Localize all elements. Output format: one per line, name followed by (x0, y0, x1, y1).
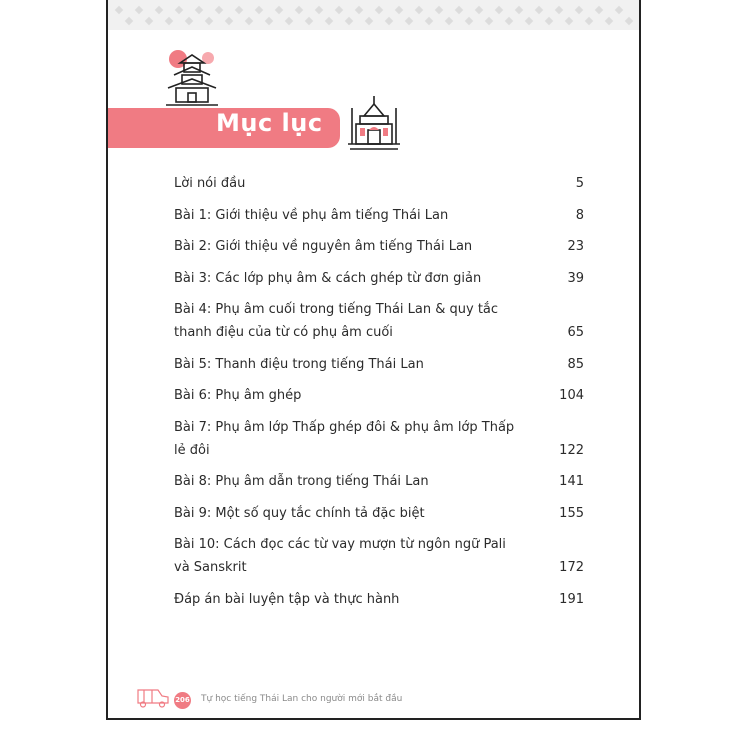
pattern-dot (555, 6, 563, 14)
pagoda-icon (160, 45, 224, 115)
toc-entry (174, 470, 584, 493)
toc-entry-title: Bài 7: Phụ âm lớp Thấp ghép đôi & phụ âm lớp Thấp lẻ đôi (174, 419, 515, 458)
toc-entry-title: Bài 9: Một số quy tắc chính tả đặc biệt (174, 505, 425, 521)
pattern-dot (275, 6, 283, 14)
toc-entry-page: 8 (575, 207, 584, 223)
toc-entry-title: Bài 5: Thanh điệu trong tiếng Thái Lan (174, 356, 424, 372)
toc-entry-title: Lời nói đầu (174, 176, 246, 191)
pattern-dot (255, 6, 263, 14)
table-of-contents (174, 172, 584, 619)
pattern-dot (445, 17, 453, 25)
pattern-dot (615, 6, 623, 14)
pattern-dot (235, 6, 243, 14)
pattern-dot (355, 6, 363, 14)
pattern-dot (595, 6, 603, 14)
pattern-dot (525, 17, 533, 25)
pattern-dot (415, 6, 423, 14)
toc-entry-title: Bài 4: Phụ âm cuối trong tiếng Thái Lan & quy tắc thanh điệu của từ có phụ âm cuối (174, 302, 499, 340)
toc-entry-title: Bài 2: Giới thiệu về nguyên âm tiếng Thái Lan (174, 239, 473, 254)
toc-entry-page: 23 (567, 239, 584, 254)
toc-entry (174, 235, 584, 258)
pattern-dot (195, 6, 203, 14)
pattern-dot (245, 17, 253, 25)
pattern-dot (365, 17, 373, 25)
book-page (106, 0, 641, 720)
pattern-dot (135, 6, 143, 14)
toc-entry-page: 39 (567, 270, 584, 286)
toc-entry (174, 416, 584, 462)
pattern-dot (385, 17, 393, 25)
toc-entry (174, 384, 584, 407)
pattern-dot (315, 6, 323, 14)
pattern-dot (145, 17, 153, 25)
pattern-dot (505, 17, 513, 25)
toc-entry (174, 298, 584, 344)
pattern-dot (605, 17, 613, 25)
toc-entry-page: 104 (559, 388, 584, 403)
pattern-dot (345, 17, 353, 25)
pattern-dot (285, 17, 293, 25)
pattern-dot (515, 6, 523, 14)
toc-entry-page: 122 (559, 442, 584, 458)
tuk-tuk-icon (136, 686, 170, 708)
pattern-dot (455, 6, 463, 14)
pattern-dot (335, 6, 343, 14)
page-title: Mục lục (216, 109, 323, 137)
toc-entry-page: 141 (559, 474, 584, 489)
toc-entry-page: 5 (575, 176, 584, 191)
pattern-dot (155, 6, 163, 14)
pattern-dot (565, 17, 573, 25)
pattern-dot (475, 6, 483, 14)
pattern-dot (495, 6, 503, 14)
toc-entry (174, 353, 584, 376)
toc-entry-title: Bài 3: Các lớp phụ âm & cách ghép từ đơn giản (174, 270, 482, 286)
pattern-dot (405, 17, 413, 25)
footer-book-title: Tự học tiếng Thái Lan cho người mới bắt đầu (201, 694, 403, 704)
pattern-dot (125, 17, 133, 25)
pattern-dot (115, 6, 123, 14)
toc-entry (174, 172, 584, 195)
pattern-dot (545, 17, 553, 25)
page-number-badge: 206 (174, 692, 191, 709)
pattern-dot (225, 17, 233, 25)
pattern-dot (535, 6, 543, 14)
toc-entry-page: 65 (567, 325, 584, 340)
toc-entry-title: Bài 10: Cách đọc các từ vay mượn từ ngôn ngữ Pali và Sanskrit (174, 537, 506, 575)
pattern-dot (435, 6, 443, 14)
toc-entry-title: Bài 1: Giới thiệu về phụ âm tiếng Thái Lan (174, 207, 449, 223)
pattern-dot (425, 17, 433, 25)
pattern-dot (465, 17, 473, 25)
toc-entry-page: 85 (567, 356, 584, 372)
temple-icon (346, 94, 402, 152)
toc-entry (174, 267, 584, 290)
pattern-dot (215, 6, 223, 14)
toc-entry (174, 502, 584, 525)
pattern-dot (585, 17, 593, 25)
toc-entry-title: Đáp án bài luyện tập và thực hành (174, 591, 400, 607)
toc-entry (174, 533, 584, 579)
toc-entry-title: Bài 6: Phụ âm ghép (174, 388, 302, 403)
toc-entry-page: 155 (559, 505, 584, 521)
decorative-pattern (108, 0, 639, 30)
pattern-dot (325, 17, 333, 25)
pattern-dot (265, 17, 273, 25)
pattern-dot (295, 6, 303, 14)
toc-entry-page: 191 (559, 591, 584, 607)
pattern-dot (375, 6, 383, 14)
pattern-dot (305, 17, 313, 25)
pattern-dot (205, 17, 213, 25)
pattern-dot (165, 17, 173, 25)
pattern-dot (485, 17, 493, 25)
toc-entry (174, 588, 584, 611)
pattern-dot (575, 6, 583, 14)
pattern-dot (395, 6, 403, 14)
toc-entry-title: Bài 8: Phụ âm dẫn trong tiếng Thái Lan (174, 474, 429, 489)
pattern-dot (185, 17, 193, 25)
toc-entry (174, 204, 584, 227)
pattern-dot (175, 6, 183, 14)
toc-entry-page: 172 (559, 560, 584, 575)
pattern-dot (625, 17, 633, 25)
